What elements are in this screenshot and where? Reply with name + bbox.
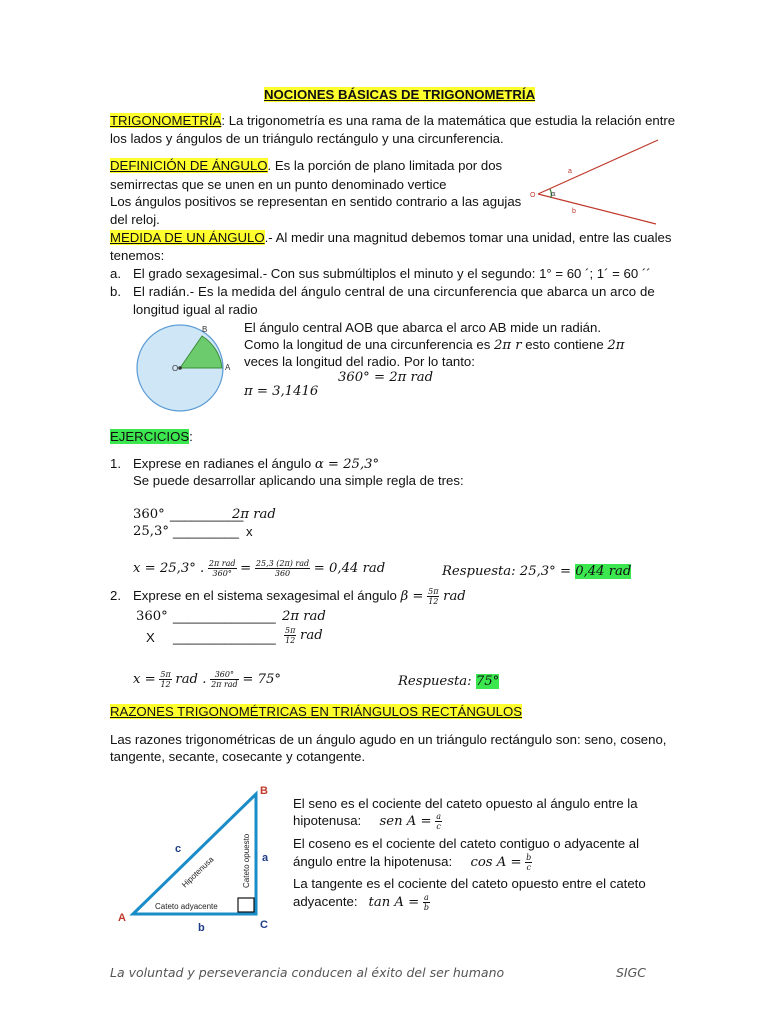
ex1-calc-a: x = 25,3° . (133, 561, 205, 576)
side-a-label: a (262, 852, 269, 864)
ex2-frac-1 (159, 670, 171, 689)
cosine-label: ángulo entre la hipotenusa: (293, 854, 453, 869)
ex2-frac-1-num: 5π (160, 670, 171, 680)
ratios-intro-1: Las razones trigonométricas de un ángulo agudo en un triángulo rectángulo son: seno, coseno, (110, 732, 667, 747)
point-o-label: O (172, 364, 179, 373)
tangent-num: a (424, 893, 429, 903)
ex2-row1-c: 2π rad (282, 609, 326, 624)
ex2-angle-num: 5π (428, 587, 439, 597)
ex2-answer-value: 75° (475, 674, 500, 689)
trig-definition-line-2: los lados y ángulos de un triángulo rectángulo y una circunferencia. (110, 131, 504, 146)
right-triangle-figure (112, 780, 287, 938)
ex2-angle-den: 12 (428, 597, 439, 607)
tangent-text-2 (293, 893, 430, 912)
ex2-row2-num: 5π (285, 626, 296, 636)
vertex-label: O (530, 192, 536, 199)
measure-line-2: tenemos: (110, 248, 165, 263)
ex2-angle-unit: rad (443, 589, 466, 604)
ex1-frac-1 (208, 559, 237, 578)
footer-motto: La voluntad y perseverancia conducen al éxito del ser humano (110, 965, 505, 980)
measure-line-1 (110, 229, 671, 246)
ex1-text: Exprese en radianes el ángulo (133, 456, 315, 471)
angle-text-1: . Es la porción de plano limitada por dos (267, 158, 503, 173)
side-c-label: c (175, 843, 182, 855)
radian-circle-figure (132, 322, 240, 414)
ex2-text: Exprese en el sistema sexagesimal el ángulo (133, 588, 401, 603)
adjacent-leg-label: Cateto adyacente (155, 902, 218, 911)
ex2-row2-unit: rad (300, 628, 323, 643)
ratios-heading-text: RAZONES TRIGONOMÉTRICAS EN TRIÁNGULOS RECTÁNGULOS (110, 704, 523, 719)
ray-b (538, 194, 656, 224)
equation-360: 360° = 2π rad (338, 370, 434, 385)
ex2-calc-a: x = (133, 672, 156, 687)
ex2-calculation (133, 670, 281, 689)
radian-text-2d: 2π (607, 338, 625, 353)
sine-num: a (436, 812, 442, 822)
ray-a (538, 140, 658, 194)
angle-definition-line-4: del reloj. (110, 212, 160, 227)
cosine-formula: cos A = (470, 855, 522, 870)
ex1-row1-b: __________ (170, 507, 244, 522)
ex2-row2-a: X (146, 630, 155, 645)
ex1-row1-a: 360° (133, 507, 165, 522)
ratios-intro-2: tangente, secante, cosecante y cotangente. (110, 749, 366, 764)
ex1-calc-eq: = (240, 561, 252, 576)
ex1-answer-value: 0,44 rad (575, 564, 632, 579)
ex1-row1-c: 2π rad (232, 507, 276, 522)
ex2-calc-mid: rad . (175, 672, 207, 687)
ex1-answer-label: Respuesta: 25,3° = (442, 564, 576, 579)
ray-b-label: b (572, 208, 576, 215)
item-b-marker: b. (110, 284, 121, 299)
ratios-heading (110, 703, 522, 720)
tangent-frac (423, 893, 430, 912)
angle-definition-line-3: Los ángulos positivos se representan en sentido contrario a las agujas (110, 194, 522, 209)
exercises-colon: : (189, 429, 193, 444)
radian-text-1: El ángulo central AOB que abarca el arco AB mide un radián. (244, 320, 602, 335)
opposite-leg-label: Cateto opuesto (242, 833, 251, 888)
trig-definition-line-1 (110, 112, 675, 129)
ex1-row2-c: x (246, 524, 253, 539)
cosine-num: b (526, 853, 532, 863)
ex1-row2-a: 25,3° (133, 524, 169, 539)
tangent-label: adyacente: (293, 894, 358, 909)
cosine-text-2 (293, 853, 532, 872)
item-a-text: El grado sexagesimal.- Con sus submúltiplos el minuto y el segundo: 1° = 60 ´; 1´ = 60 ´´ (133, 266, 651, 281)
ex2-answer-label: Respuesta: (398, 674, 476, 689)
ex2-frac-2-num: 360° (210, 670, 239, 680)
ex2-angle-frac (427, 587, 439, 606)
trig-term: TRIGONOMETRÍA (110, 113, 222, 128)
sine-label: hipotenusa: (293, 813, 362, 828)
ex2-row2-b: ______________ (173, 630, 276, 645)
vertex-a-label: A (118, 912, 126, 924)
cosine-text-1: El coseno es el cociente del cateto contiguo o adyacente al (293, 836, 640, 851)
ex2-frac-1-den: 12 (160, 680, 171, 690)
ex1-frac-1-den: 360° (212, 569, 232, 579)
ex2-row1-b: ______________ (173, 609, 276, 624)
ray-a-label: a (568, 168, 572, 175)
measure-term: MEDIDA DE UN ÁNGULO (110, 230, 265, 245)
radian-text-2c: esto contiene (521, 337, 608, 352)
page-title (264, 86, 535, 103)
tangent-den: b (423, 903, 429, 913)
ex2-row2-frac (284, 626, 296, 645)
angle-term: DEFINICIÓN DE ÁNGULO (110, 158, 268, 173)
radian-text-2a: Como la longitud de una circunferencia es (244, 337, 494, 352)
equation-pi: π = 3,1416 (244, 384, 319, 399)
ex1-sub: Se puede desarrollar aplicando una simple regla de tres: (133, 473, 464, 488)
exercises-heading-text: EJERCICIOS (110, 429, 190, 444)
sine-text-2 (293, 812, 442, 831)
angle-definition-line-2: semirrectas que se unen en un punto denominado vertice (110, 177, 447, 192)
ex2-frac-2 (210, 670, 239, 689)
trig-text-1: : La trigonometría es una rama de la matemática que estudia la relación entre (221, 113, 676, 128)
cosine-frac (525, 853, 532, 872)
sine-formula: sen A = (379, 814, 432, 829)
ex2-calc-result: = 75° (242, 672, 281, 687)
ex1-frac-2-den: 360 (274, 569, 291, 579)
ex1-frac-2-num: 25,3 (2π) rad (255, 559, 310, 569)
title-text: NOCIONES BÁSICAS DE TRIGONOMETRÍA (264, 87, 536, 102)
right-angle-marker (238, 898, 254, 912)
ex1-angle: α = 25,3° (314, 457, 380, 472)
measure-text-1: .- Al medir una magnitud debemos tomar una unidad, entre las cuales (264, 230, 672, 245)
ex1-row2-b: _________ (173, 524, 240, 539)
sine-den: c (436, 822, 441, 832)
ex1-statement (133, 455, 379, 473)
vertex-c-label: C (260, 919, 268, 931)
ex2-row1-a: 360° (136, 609, 168, 624)
item-b-text-2: longitud igual al radio (133, 302, 258, 317)
hypotenuse-label: Hipotenusa (180, 854, 216, 890)
ex2-answer (398, 672, 499, 690)
sine-text-1: El seno es el cociente del cateto opuesto al ángulo entre la (293, 796, 638, 811)
ex1-frac-2 (255, 559, 310, 578)
tangent-formula: tan A = (368, 895, 420, 910)
sine-frac (435, 812, 442, 831)
ex1-answer (442, 562, 631, 580)
ex2-angle: β = (400, 589, 424, 604)
vertex-b-label: B (260, 785, 268, 797)
side-b-label: b (198, 922, 205, 934)
tangent-text-1: La tangente es el cociente del cateto opuesto entre el cateto (293, 876, 646, 891)
triangle (133, 794, 256, 914)
radian-text-2b: 2π r (493, 338, 522, 353)
exercises-heading (110, 428, 193, 445)
ex1-frac-1-num: 2π rad (208, 559, 236, 569)
radian-text-2 (244, 336, 624, 354)
alpha-label: α (551, 190, 556, 198)
ex2-marker: 2. (110, 588, 121, 603)
ex1-calculation (133, 559, 385, 578)
angle-definition-line-1 (110, 157, 502, 174)
point-b-label: B (202, 325, 208, 334)
ex2-statement (133, 587, 466, 606)
ex2-row2-c (284, 626, 323, 645)
ex2-frac-2-den: 2π rad (211, 680, 238, 690)
ex1-calc-result: = 0,44 rad (313, 561, 386, 576)
ex1-marker: 1. (110, 456, 121, 471)
item-a-marker: a. (110, 266, 121, 281)
center-point (178, 366, 182, 370)
item-b-text-1: El radián.- Es la medida del ángulo central de una circunferencia que abarca un arco de (133, 284, 655, 299)
ex2-row2-den: 12 (285, 636, 296, 646)
angle-figure (528, 138, 662, 228)
footer-code: SIGC (616, 965, 647, 980)
cosine-den: c (526, 863, 531, 873)
radian-text-3: veces la longitud del radio. Por lo tanto: (244, 354, 475, 369)
point-a-label: A (225, 363, 231, 372)
